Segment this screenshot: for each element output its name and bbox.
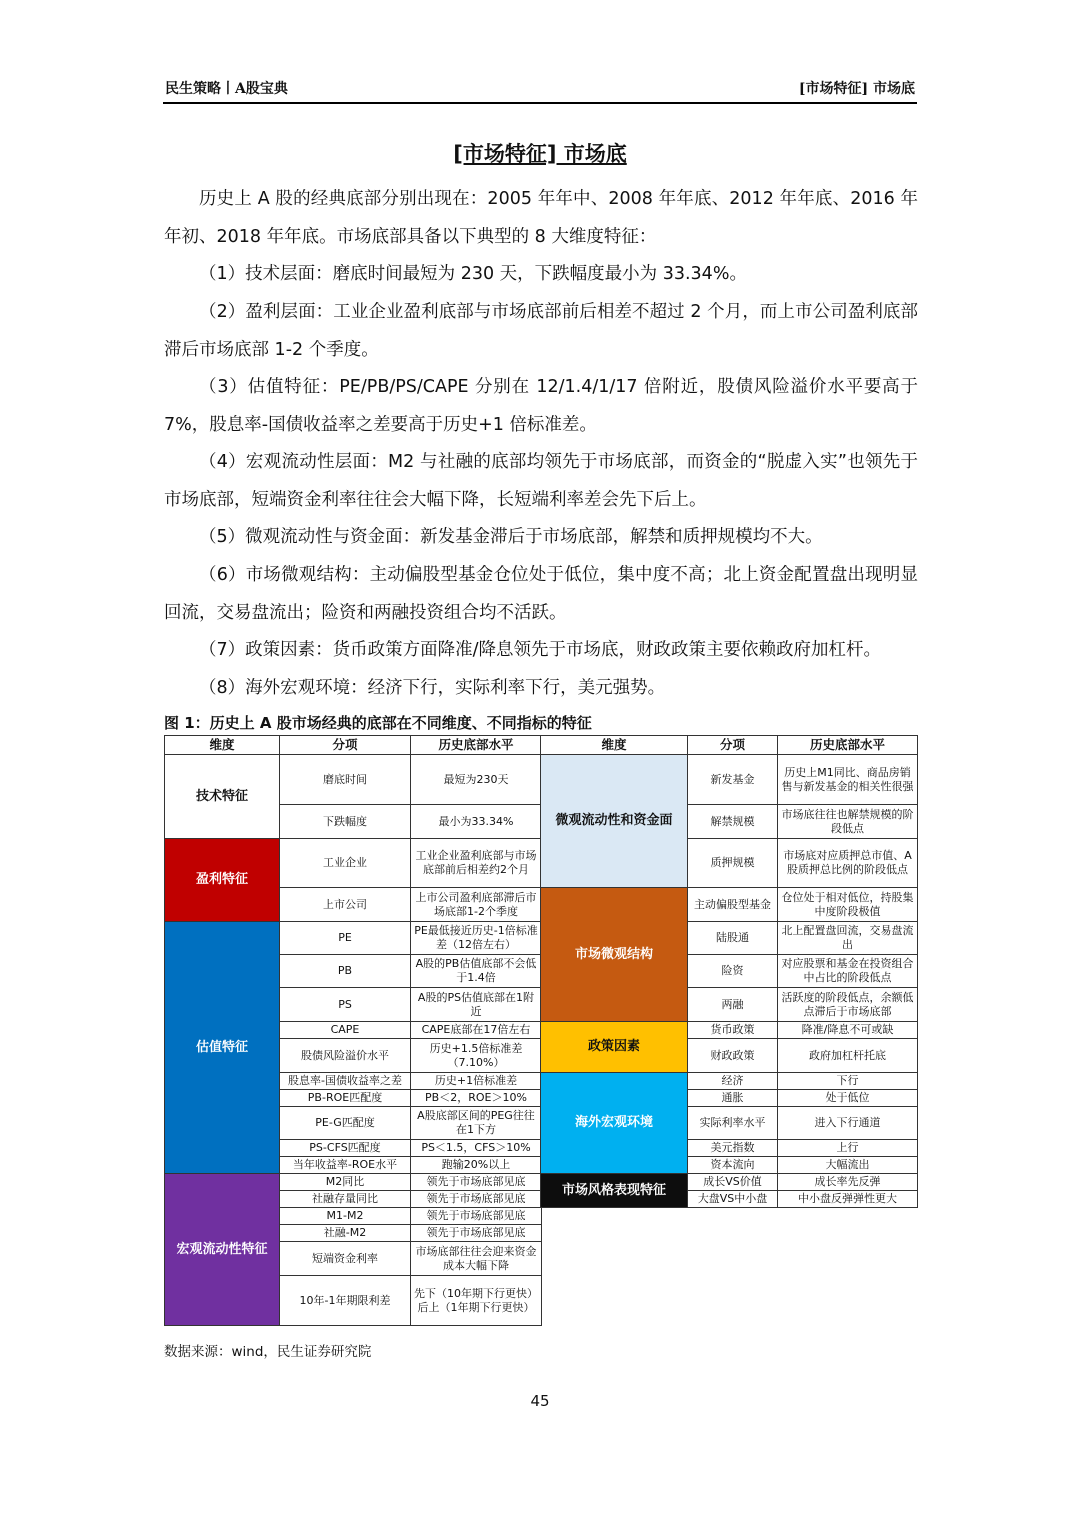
- paragraph-4: （4）宏观流动性层面：M2 与社融的底部均领先于市场底部，而资金的“脱虚入实”也领先于市场底部，短端资金利率往往会大幅下降，长短端利率差会先下后上。: [164, 452, 918, 510]
- table-cell-item: 陆股通: [688, 922, 778, 955]
- table-cell-item: 上市公司: [280, 888, 411, 922]
- header-right: [市场特征] 市场底: [798, 81, 915, 97]
- table-cell-level: A股底部区间的PEG往往在1下方: [411, 1107, 542, 1140]
- table-cell-level: PS＜1.5，CFS＞10%: [411, 1140, 542, 1157]
- table-cell-level: 成长率先反弹: [778, 1174, 918, 1191]
- table-cell-level: 市场底往往也解禁规模的阶段低点: [778, 805, 918, 839]
- table-cell-item: PE-G匹配度: [280, 1107, 411, 1140]
- dimension-style-performance: 市场风格表现特征: [541, 1174, 688, 1208]
- table-cell-level: 领先于市场底部见底: [411, 1208, 542, 1225]
- table-cell-item: M1-M2: [280, 1208, 411, 1225]
- left-feature-table: [164, 735, 542, 1326]
- table-cell-level: 市场底部往往会迎来资金成本大幅下降: [411, 1242, 542, 1276]
- paragraph-7: （7）政策因素：货币政策方面降准/降息领先于市场底，财政政策主要依赖政府加杠杆。: [199, 640, 882, 660]
- table-cell-item: PE: [280, 922, 411, 955]
- right-feature-table: [540, 735, 918, 1208]
- table-cell-item: PS-CFS匹配度: [280, 1140, 411, 1157]
- table-cell-item: 工业企业: [280, 839, 411, 888]
- page-number: 45: [530, 1392, 550, 1410]
- dimension-profit: 盈利特征: [165, 839, 280, 922]
- table-cell-item: 10年-1年期限利差: [280, 1276, 411, 1326]
- table-cell-level: 历史+1.5倍标准差（7.10%）: [411, 1039, 542, 1073]
- dimension-market-structure: 市场微观结构: [541, 888, 688, 1022]
- paragraph-2: （2）盈利层面：工业企业盈利底部与市场底部前后相差不超过 2 个月，而上市公司盈利底部滞后市场底部 1-2 个季度。: [164, 302, 918, 360]
- table-cell-level: 历史上M1同比、商品房销售与新发基金的相关性很强: [778, 755, 918, 805]
- table-cell-level: 先下（10年期下行更快）后上（1年期下行更快）: [411, 1276, 542, 1326]
- dimension-valuation: 估值特征: [165, 922, 280, 1174]
- dimension-micro-liquidity: 微观流动性和资金面: [541, 755, 688, 888]
- table-cell-item: 通胀: [688, 1090, 778, 1107]
- table-cell-item: 新发基金: [688, 755, 778, 805]
- table-cell-level: 中小盘反弹弹性更大: [778, 1191, 918, 1208]
- header-left: 民生策略丨A股宝典: [165, 81, 288, 97]
- table-cell-level: 降准/降息不可或缺: [778, 1022, 918, 1039]
- table-cell-item: PS: [280, 988, 411, 1022]
- header-level: 历史底部水平: [411, 736, 542, 755]
- table-cell-item: CAPE: [280, 1022, 411, 1039]
- header-item: 分项: [280, 736, 411, 755]
- paragraph-6: （6）市场微观结构：主动偏股型基金仓位处于低位，集中度不高；北上资金配置盘出现明显回流，交易盘流出；险资和两融投资组合均不活跃。: [164, 565, 918, 623]
- table-cell-level: 对应股票和基金在投资组合中占比的阶段低点: [778, 955, 918, 988]
- table-cell-level: PE最低接近历史-1倍标准差（12倍左右）: [411, 922, 542, 955]
- table-cell-level: CAPE底部在17倍左右: [411, 1022, 542, 1039]
- table-cell-level: 最小为33.34%: [411, 805, 542, 839]
- table-cell-level: 跑输20%以上: [411, 1157, 542, 1174]
- table-cell-item: 货币政策: [688, 1022, 778, 1039]
- table-cell-item: 美元指数: [688, 1140, 778, 1157]
- table-cell-item: M2同比: [280, 1174, 411, 1191]
- page-title: [市场特征] 市场底: [453, 142, 627, 166]
- table-cell-item: 实际利率水平: [688, 1107, 778, 1140]
- table-cell-item: 大盘VS中小盘: [688, 1191, 778, 1208]
- table-cell-item: 当年收益率-ROE水平: [280, 1157, 411, 1174]
- table-cell-level: 北上配置盘回流，交易盘流出: [778, 922, 918, 955]
- table-cell-item: 财政政策: [688, 1039, 778, 1073]
- table-cell-level: 历史+1倍标准差: [411, 1073, 542, 1090]
- table-cell-level: 上市公司盈利底部滞后市场底部1-2个季度: [411, 888, 542, 922]
- data-source-note: 数据来源：wind，民生证券研究院: [164, 1344, 372, 1360]
- paragraph-5: （5）微观流动性与资金面：新发基金滞后于市场底部，解禁和质押规模均不大。: [199, 527, 823, 547]
- table-cell-item: 成长VS价值: [688, 1174, 778, 1191]
- table-cell-item: 主动偏股型基金: [688, 888, 778, 922]
- table-cell-item: 社融-M2: [280, 1225, 411, 1242]
- paragraph-1: （1）技术层面：磨底时间最短为 230 天，下跌幅度最小为 33.34%。: [199, 264, 747, 284]
- paragraph-intro: 历史上 A 股的经典底部分别出现在：2005 年年中、2008 年年底、2012 年年底、2016 年年初、2018 年年底。市场底部具备以下典型的 8 大维度特征：: [164, 189, 918, 247]
- header-dimension: 维度: [165, 736, 280, 755]
- table-cell-level: 工业企业盈利底部与市场底部前后相差约2个月: [411, 839, 542, 888]
- table-cell-level: 进入下行通道: [778, 1107, 918, 1140]
- table-cell-level: 领先于市场底部见底: [411, 1174, 542, 1191]
- page-header: [163, 76, 917, 104]
- table-cell-item: 股息率-国债收益率之差: [280, 1073, 411, 1090]
- table-cell-item: 两融: [688, 988, 778, 1022]
- table-cell-item: 股债风险溢价水平: [280, 1039, 411, 1073]
- table-cell-item: 资本流向: [688, 1157, 778, 1174]
- table-cell-item: 解禁规模: [688, 805, 778, 839]
- dimension-overseas-macro: 海外宏观环境: [541, 1073, 688, 1174]
- paragraph-8: （8）海外宏观环境：经济下行，实际利率下行，美元强势。: [199, 678, 666, 698]
- table-cell-item: 险资: [688, 955, 778, 988]
- table-cell-item: PB: [280, 955, 411, 988]
- table-cell-item: 短端资金利率: [280, 1242, 411, 1276]
- table-cell-level: 市场底对应质押总市值、A股质押总比例的阶段低点: [778, 839, 918, 888]
- table-cell-level: 仓位处于相对低位，持股集中度阶段极值: [778, 888, 918, 922]
- dimension-macro-liquidity: 宏观流动性特征: [165, 1174, 280, 1326]
- table-cell-level: 大幅流出: [778, 1157, 918, 1174]
- table-cell-item: 磨底时间: [280, 755, 411, 805]
- table-cell-item: PB-ROE匹配度: [280, 1090, 411, 1107]
- table-cell-item: 质押规模: [688, 839, 778, 888]
- table-cell-item: 社融存量同比: [280, 1191, 411, 1208]
- table-cell-level: 政府加杠杆托底: [778, 1039, 918, 1073]
- header-level-right: 历史底部水平: [778, 736, 918, 755]
- header-dimension-right: 维度: [541, 736, 688, 755]
- table-cell-level: 领先于市场底部见底: [411, 1191, 542, 1208]
- header-item-right: 分项: [688, 736, 778, 755]
- figure-title: 图 1：历史上 A 股市场经典的底部在不同维度、不同指标的特征: [164, 714, 592, 732]
- table-cell-level: PB＜2，ROE＞10%: [411, 1090, 542, 1107]
- table-cell-level: 处于低位: [778, 1090, 918, 1107]
- table-cell-level: 最短为230天: [411, 755, 542, 805]
- table-cell-level: A股的PS估值底部在1附近: [411, 988, 542, 1022]
- table-cell-level: 领先于市场底部见底: [411, 1225, 542, 1242]
- table-cell-item: 下跌幅度: [280, 805, 411, 839]
- paragraph-3: （3）估值特征：PE/PB/PS/CAPE 分别在 12/1.4/1/17 倍附近，股债风险溢价水平要高于 7%，股息率-国债收益率之差要高于历史+1 倍标准差。: [164, 377, 919, 435]
- table-cell-level: 下行: [778, 1073, 918, 1090]
- table-cell-level: 活跃度的阶段低点，余额低点滞后于市场底部: [778, 988, 918, 1022]
- dimension-policy: 政策因素: [541, 1022, 688, 1073]
- table-cell-item: 经济: [688, 1073, 778, 1090]
- table-cell-level: 上行: [778, 1140, 918, 1157]
- dimension-technical: 技术特征: [165, 755, 280, 839]
- table-cell-level: A股的PB估值底部不会低于1.4倍: [411, 955, 542, 988]
